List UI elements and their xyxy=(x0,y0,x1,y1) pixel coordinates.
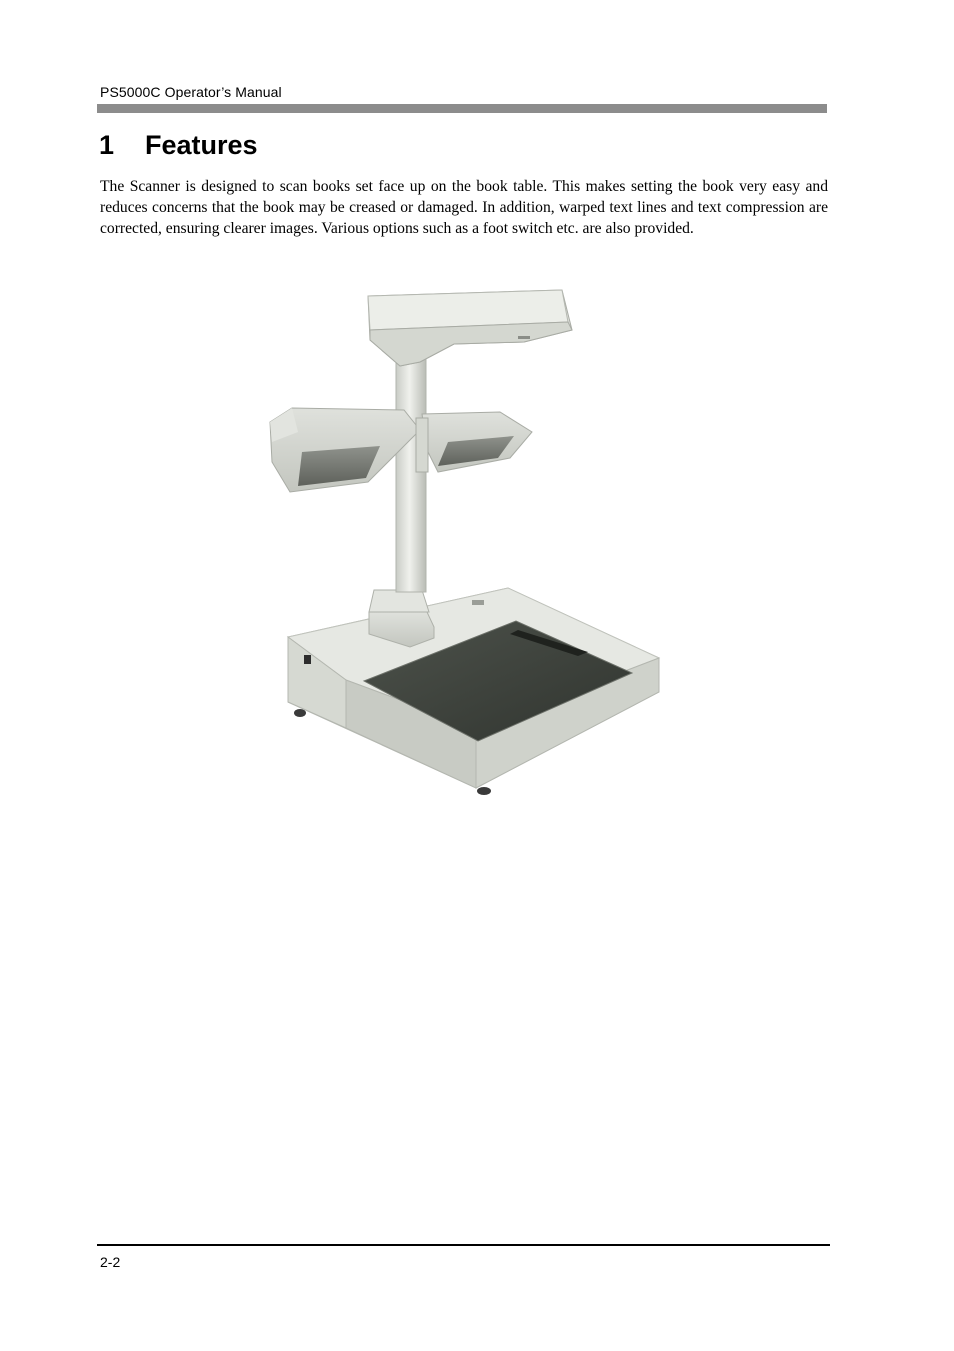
footer-rule xyxy=(97,1244,830,1246)
scanner-photo xyxy=(262,282,672,802)
foot-front xyxy=(477,787,491,795)
section-title: Features xyxy=(145,130,258,160)
page-number: 2-2 xyxy=(100,1254,121,1270)
header-rule xyxy=(97,104,827,113)
power-switch xyxy=(304,655,311,664)
running-header: PS5000C Operator’s Manual xyxy=(100,84,282,100)
foot-left xyxy=(294,709,306,717)
section-heading xyxy=(99,130,258,161)
section-body-paragraph: The Scanner is designed to scan books set face up on the book table. This makes setting the book very easy and reduces concerns that the book may be creased or damaged. In addition, warped text lines and text compression are corrected, ensuring clearer images. Various options such as a foot switch etc. are also provided. xyxy=(100,178,828,237)
section-number: 1 xyxy=(99,130,115,160)
